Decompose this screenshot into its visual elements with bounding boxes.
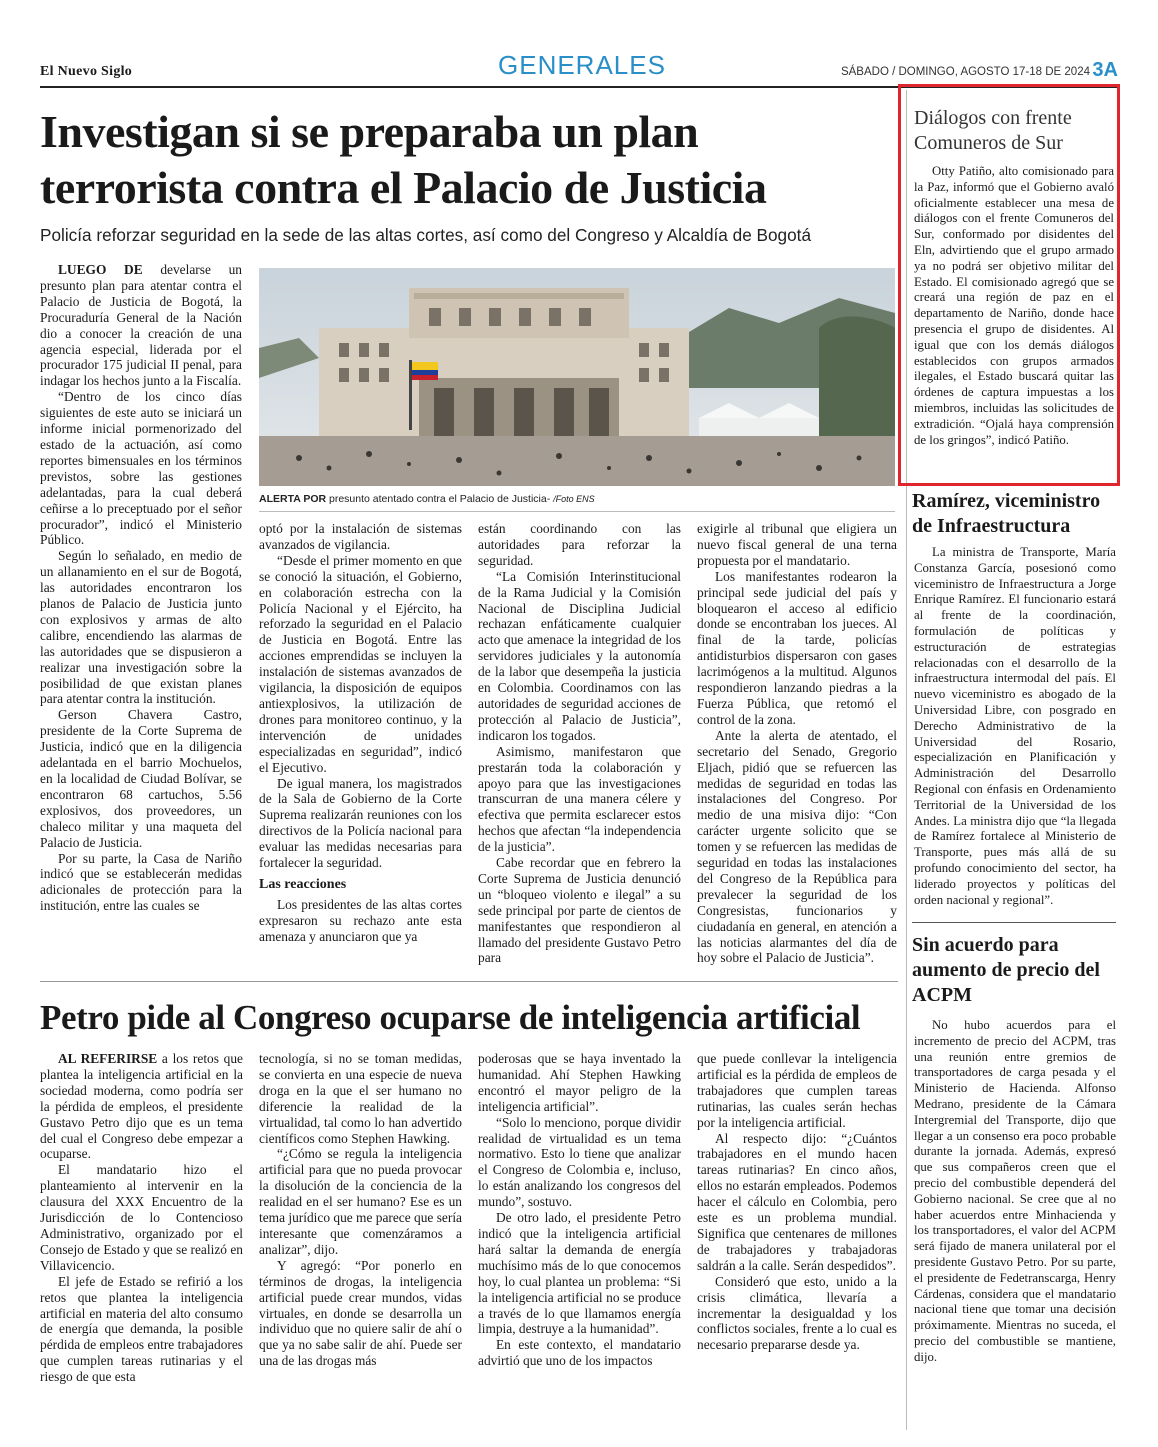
article1-column-4 bbox=[697, 521, 897, 970]
article1-column-3 bbox=[478, 521, 681, 970]
brief1-text: Otty Patiño, alto comisionado para la Paz, informó que el Gobierno avaló oficialmente establecer una mesa de diálogos con el frente Comuneros del Sur, conformado por disidentes del Eln, advirtiendo que el grupo armado ya no podrá ser objetivo militar del Estado. El comisionado agregó que se creará una región de paz en el departamento de Nariño, donde hace presencia el grupo de disidentes. Al igual que con los demás diálogos establecidos con grupos armados ilegales, el Estado buscará quitar las órdenes de captura impuestas a los miembros, incluidas las solicitudes de extradición. “Ojalá haya comprensión de los gringos”, indicó Patiño. bbox=[914, 164, 1114, 447]
paragraph-text: “Dentro de los cinco días siguientes de este auto se iniciará un informe inicial pormenorizado del estado de la actuación, así como reportes bimensuales en los términos previstos, sobre las gestiones adelantadas, para la cual deberá ceñirse a lo preceptuado por el señor procurador”, indicó el Ministerio Público. bbox=[40, 389, 242, 548]
subheading: Las reacciones bbox=[259, 876, 347, 892]
paragraph bbox=[478, 569, 681, 744]
article2-headline: Petro pide al Congreso ocuparse de inteligencia artificial bbox=[40, 998, 861, 1037]
article2-column-2 bbox=[259, 1051, 462, 1391]
brief3-headline: Sin acuerdo para aumento de precio del ACPM bbox=[912, 934, 1100, 1006]
paragraph-text: “La Comisión Interinstitucional de la Rama Judicial y la Comisión Nacional de Disciplina Judicial rechazan enfáticamente cualquier acto que amenace la integridad de los servidores judiciales y la autonomía de la labor que desempeña la justicia en Colombia. Coordinamos con las autoridades de seguridad acciones de protección al Palacio de Justicia”, indicaron los togados. bbox=[478, 568, 681, 743]
paragraph bbox=[259, 1146, 462, 1257]
paragraph bbox=[40, 1274, 243, 1385]
brief3-text: No hubo acuerdos para el incremento de precio del ACPM, tras una reunión entre gremios de transportadores de carga pesada y el Ministerio de Hacienda. Alfonso Medrano, presidente de la Cámara Intergremial del Transporte, dijo que llegar a un consenso era poco probable durante la jornada. Además, expresó que sus compañeros creen que el precio del combustible dependerá del Gobierno nacional. Se cree que al no haber acuerdos entre Minhacienda y los transportadores, el valor del ACPM será fijado de manera unilateral por el presidente Gustavo Petro. Por su parte, el presidente de Fedetranscarga, Henry Cárdenas, considera que el mandatario nacional tiene que tomar una decisión próximamente. Mientras no suceda, el precio del combustible se mantiene, dijo. bbox=[914, 1018, 1116, 1364]
paragraph bbox=[478, 1337, 681, 1369]
brief2-headline: Ramírez, viceministro de Infraestructura bbox=[912, 490, 1101, 537]
paragraph bbox=[40, 851, 242, 915]
paragraph-text: optó por la instalación de sistemas avanzados de vigilancia. bbox=[259, 521, 462, 552]
photo-credit: /Foto ENS bbox=[553, 494, 595, 504]
paragraph-text: Consideró que esto, unido a la crisis climática, llevaría a incrementar la desigualdad y los conflictos sociales, frente a lo cual es necesario prepararse desde ya. bbox=[697, 1273, 897, 1353]
paragraph bbox=[40, 262, 242, 389]
article1-headline: Investigan si se preparaba un plan terrorista contra el Palacio de Justicia bbox=[40, 106, 767, 213]
paragraph bbox=[40, 548, 242, 707]
paragraph-text: Gerson Chavera Castro, presidente de la Corte Suprema de Justicia, indicó que en la diligencia adelantada en el barrio Mochuelos, en la localidad de Ciudad Bolívar, se encontraron 68 cartuchos, 5.56 explosivos, dos proveedores, un chaleco militar y una maqueta del Palacio de Justicia. bbox=[40, 707, 242, 850]
lead-in: LUEGO DE bbox=[58, 262, 143, 277]
paragraph-text: develarse un presunto plan para atentar contra el Palacio de Justicia de Bogotá, la Procuraduría General de la Nación dio a conocer la creación de una agencia especial, liderada por el procurador 175 judicial II penal, para indagar los hechos junto a la Fiscalía. bbox=[40, 262, 242, 389]
caption-text: presunto atentado contra el Palacio de Justicia- bbox=[326, 493, 554, 505]
dateline: SÁBADO / DOMINGO, AGOSTO 17-18 DE 2024 bbox=[840, 66, 1090, 78]
paragraph-text: Los presidentes de las altas cortes expresaron su rechazo ante esta amenaza y anunciaron que ya bbox=[259, 896, 462, 944]
paragraph-text: “Desde el primer momento en que se conoció la situación, el Gobierno, en colaboración estrecha con la Policía Nacional y el Ejército, ha reforzado la seguridad en el Palacio de Justicia en Bogotá. Entre las acciones emprendidas se incluyen la instalación de sistemas avanzados de vigilancia, la disposición de equipos antiexplosivos, la utilización de drones para monitoreo continuo, y la intervención de unidades especializadas en seguridad”, indicó el Ejecutivo. bbox=[259, 552, 462, 775]
article2-column-1 bbox=[40, 1051, 243, 1391]
newspaper-name: El Nuevo Siglo bbox=[40, 64, 133, 79]
paragraph-text: De otro lado, el presidente Petro indicó que la inteligencia artificial hará saltar la demanda de energía muchísimo más de lo que conocemos hoy, lo cual plantea un problema: “Si la inteligencia artificial no se produce a través de lo que llamamos energía limpia, destruye a la humanidad”. bbox=[478, 1210, 681, 1337]
paragraph bbox=[697, 1274, 897, 1354]
paragraph bbox=[259, 553, 462, 776]
paragraph bbox=[697, 569, 897, 728]
paragraph-text: El mandatario hizo el planteamiento al intervenir en la clausura del XXX Encuentro de la Jurisdicción de lo Contencioso Administrativo, organizado por el Consejo de Estado y que se realizó en Villavicencio. bbox=[40, 1162, 243, 1273]
page-number: 3A bbox=[1092, 59, 1118, 81]
paragraph bbox=[697, 1131, 897, 1274]
paragraph bbox=[40, 389, 242, 548]
paragraph-text: Al respecto dijo: “¿Cuántos trabajadores en el mundo hacen tareas rutinarias? En cinco años, ellos no estarán empleados. Podemos hacer el cálculo en Colombia, pero este es un problema mundial. Significa que centenares de millones de trabajadores y trabajadoras saldrán a la calle. Serán despedidos”. bbox=[697, 1130, 897, 1273]
brief2-text: La ministra de Transporte, María Constanza García, posesionó como viceministro de Infraestructura a Jorge Enrique Ramírez. El funcionario estará al frente de la coordinación, formulación de políticas y estructuración de estrategias relacionadas con el desarrollo de la infraestructura intermodal del país. El nuevo viceministro es abogado de la Universidad Libre, con posgrado en Derecho Administrativo de la Universidad del Rosario, especialización en Planificación y Administración del Desarrollo Regional con énfasis en Ordenamiento Territorial de la Universidad de los Andes. La ministra dijo que “la llegada de Ramírez fortalece al Ministerio de Transporte, pues más allá de su profundo conocimiento del sector, ha liderado proyectos y políticas del orden nacional y regional”. bbox=[914, 545, 1116, 907]
paragraph bbox=[259, 897, 462, 945]
caption-lead: ALERTA POR bbox=[259, 493, 327, 505]
article2-column-3 bbox=[478, 1051, 681, 1391]
paragraph-text: poderosas que se haya inventado la humanidad. Ahí Stephen Hawking encontró el mayor peligro de la inteligencia artificial”. bbox=[478, 1051, 681, 1114]
paragraph-text: Según lo señalado, en medio de un allanamiento en el sur de Bogotá, las autoridades encontraron los planos de Palacio de Justicia junto con explosivos y armas de alto calibre, encendiendo las alarmas de las autoridades que se dispusieron a realizar una investigación sobre la posibilidad de que existan planes para atentar contra la institución. bbox=[40, 548, 242, 707]
masthead bbox=[40, 50, 1118, 88]
lead-in: AL REFERIRSE bbox=[58, 1051, 158, 1066]
paragraph bbox=[259, 776, 462, 871]
paragraph bbox=[478, 855, 681, 966]
paragraph bbox=[478, 1051, 681, 1115]
paragraph bbox=[697, 728, 897, 967]
article1-column-2 bbox=[259, 521, 462, 970]
paragraph-text: que puede conllevar la inteligencia artificial es la pérdida de empleos de trabajadores que cumplen tareas rutinarias, las cuales serán hechas por la inteligencia artificial. bbox=[697, 1051, 897, 1130]
paragraph-text: “¿Cómo se regula la inteligencia artificial para que no pueda provocar la disolución de la conciencia de la realidad en el ser humano? Ese es un tema jurídico que me parece que sería interesante que comenzáramos a analizar”, dijo. bbox=[259, 1146, 462, 1257]
photo-illustration bbox=[259, 268, 895, 486]
palace-of-justice-photo bbox=[259, 268, 895, 486]
paragraph bbox=[40, 1051, 243, 1162]
sidebar-separator bbox=[912, 922, 1116, 923]
paragraph bbox=[697, 521, 897, 569]
article1-subhead: Policía reforzar seguridad en la sede de las altas cortes, así como del Congreso y Alcaldía de Bogotá bbox=[40, 225, 812, 245]
paragraph bbox=[259, 1051, 462, 1146]
paragraph-text: De igual manera, los magistrados de la Sala de Gobierno de la Corte Suprema realizarán reuniones con los directivos de la Policía nacional para evaluar las medidas necesarias para fortalecer la seguridad. bbox=[259, 775, 462, 871]
paragraph bbox=[259, 521, 462, 553]
article1-column-1 bbox=[40, 262, 242, 970]
paragraph-text: están coordinando con las autoridades para reforzar la seguridad. bbox=[478, 521, 681, 568]
paragraph-text: En este contexto, el mandatario advirtió que uno de los impactos bbox=[478, 1337, 681, 1369]
paragraph-text: “Solo lo menciono, porque dividir realidad de virtualidad es un tema normativo. Esto lo tiene que analizar el Congreso de Colombia e, incluso, lo están analizando los congresos del mundo”, sostuvo. bbox=[478, 1114, 681, 1210]
paragraph bbox=[478, 521, 681, 569]
article2-column-4 bbox=[697, 1051, 897, 1391]
paragraph-text: Por su parte, la Casa de Nariño indicó que se establecerán medidas adicionales de protección para la institución, entre las cuales se bbox=[40, 850, 242, 914]
photo-caption bbox=[259, 493, 895, 512]
paragraph-text: tecnología, si no se toman medidas, se convierta en una especie de nueva droga en la que el ser humano no diferencie la realidad de la virtualidad, tal como lo han advertido científicos como Stephen Hawking. bbox=[259, 1051, 462, 1146]
section-title: GENERALES bbox=[498, 50, 666, 80]
paragraph-text: Cabe recordar que en febrero la Corte Suprema de Justicia denunció un “bloqueo violento e ilegal” a su sede principal por parte de cientos de manifestantes que respondieron al llamado del presidente Gustavo Petro para bbox=[478, 855, 681, 966]
paragraph-text: exigirle al tribunal que eligiera un nuevo fiscal general de una terna propuesta por el mandatario. bbox=[697, 521, 897, 568]
paragraph bbox=[40, 707, 242, 850]
paragraph-text: Los manifestantes rodearon la principal sede judicial del país y bloquearon el acceso al edificio donde se encontraban los jueces. Al final de la tarde, policías antidisturbios dispersaron con gases lacrimógenos a la multitud. Algunos respondieron lanzando piedras a la Fuerza Pública, que retomó el control de la zona. bbox=[697, 568, 897, 727]
paragraph bbox=[478, 1210, 681, 1337]
brief1-headline: Diálogos con frente Comuneros de Sur bbox=[914, 107, 1072, 154]
article-divider bbox=[40, 981, 898, 982]
paragraph bbox=[259, 1258, 462, 1369]
paragraph bbox=[697, 1051, 897, 1131]
paragraph bbox=[40, 1162, 243, 1273]
paragraph-text: El jefe de Estado se refirió a los retos que plantea la inteligencia artificial en materia del alto consumo de energía que demanda, la posible pérdida de empleos entre trabajadores que cumplen tareas rutinarias y el riesgo de que esta bbox=[40, 1273, 243, 1385]
paragraph-text: Y agregó: “Por ponerlo en términos de drogas, la inteligencia artificial puede crear mundos, vidas virtuales, en donde se desarrolla un individuo que no quiere salir de ahí o que ya no sabe salir de ahí. Puede ser una de las drogas más bbox=[259, 1257, 462, 1369]
paragraph-text: Ante la alerta de atentado, el secretario del Senado, Gregorio Eljach, pidió que se refuercen las medidas de seguridad en todas las instalaciones del Congreso. Por medio de una misiva dijo: “Con carácter urgente solicito que se tomen y se refuercen las medidas de seguridad en todas las instalaciones del Congreso de la República para prevalecer la seguridad de los Congresistas, funcionarios y ciudadanía en general, en atención a las noticias alarmantes del día de hoy sobre el Palacio de Justicia”. bbox=[697, 727, 897, 966]
paragraph-text: a los retos que plantea la inteligencia artificial en la sociedad moderna, como podría ser la pérdida de empleos, el presidente Gustavo Petro dijo que es un tema del cual el Congreso debe empezar a ocuparse. bbox=[40, 1051, 243, 1162]
paragraph-text: Asimismo, manifestaron que prestarán toda la colaboración y apoyo para que las investigaciones transcurran de una manera célere y efectiva que permita esclarecer estos hechos que afectan “la independencia de la justicia”. bbox=[478, 743, 681, 855]
paragraph bbox=[478, 1115, 681, 1210]
paragraph bbox=[478, 744, 681, 855]
